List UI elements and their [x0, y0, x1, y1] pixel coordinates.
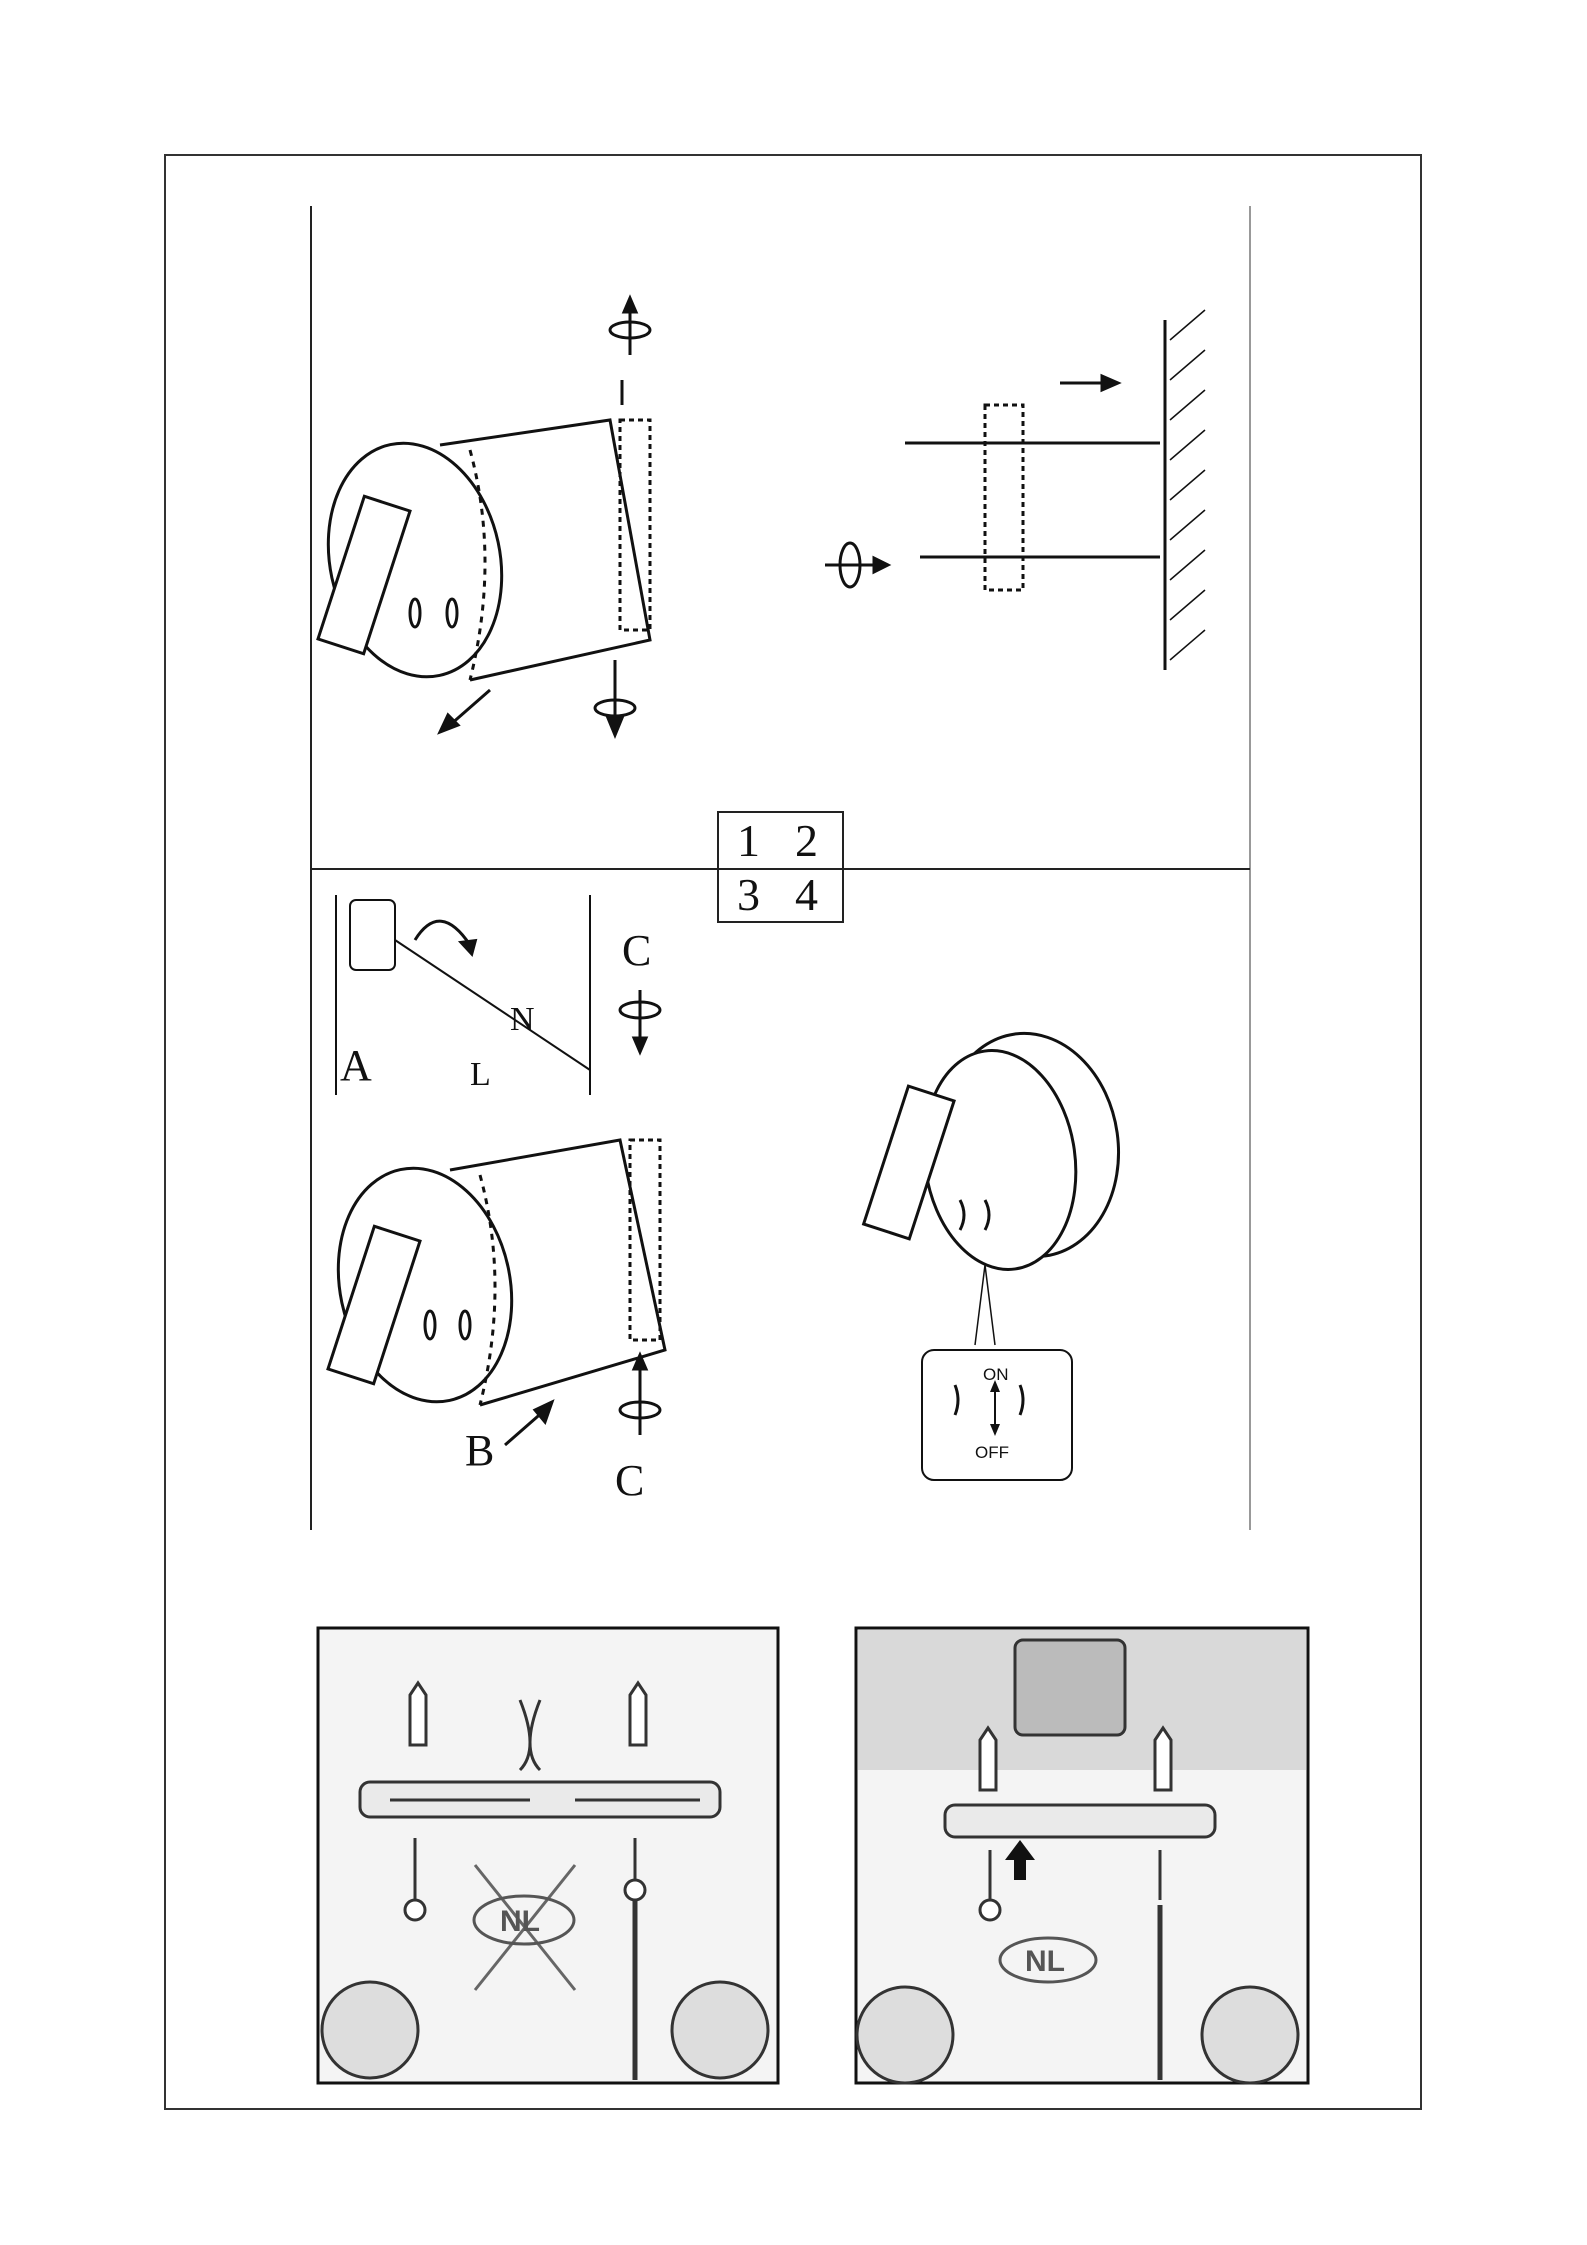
step3-wiring-inset — [336, 895, 590, 1095]
switch-off-label: OFF — [975, 1443, 1009, 1462]
step-number-2: 2 — [795, 815, 818, 866]
step-number-3: 3 — [737, 869, 760, 920]
step1-lamp-illustration — [307, 380, 650, 735]
step-number-4: 4 — [795, 869, 818, 920]
step2-wall-mount-illustration — [905, 310, 1205, 670]
step-number-grid — [737, 815, 818, 920]
switch-on-label: ON — [983, 1365, 1009, 1384]
step3-lamp-illustration — [317, 1140, 665, 1445]
ceiling-mount-panel-right — [856, 1628, 1308, 2083]
label-N: N — [510, 1001, 535, 1038]
rotate-icon-step3-bottom — [620, 1355, 660, 1435]
step-number-1: 1 — [737, 815, 760, 866]
step4-lamp-illustration — [864, 1022, 1133, 1345]
nl-badge-left: NL — [500, 1905, 540, 1938]
label-C-bottom: C — [615, 1456, 645, 1505]
ceiling-mount-panel-left — [318, 1628, 778, 2083]
switch-detail-callout — [922, 1350, 1072, 1480]
label-L: L — [470, 1056, 491, 1093]
label-A: A — [340, 1041, 372, 1090]
rotate-icon-step2 — [825, 543, 888, 587]
rotate-icon-step1-top — [610, 298, 650, 355]
rotate-icon-step3-top — [620, 990, 660, 1052]
label-B: B — [465, 1426, 495, 1475]
nl-badge-right: NL — [1025, 1945, 1065, 1978]
label-C-top: C — [622, 926, 652, 975]
